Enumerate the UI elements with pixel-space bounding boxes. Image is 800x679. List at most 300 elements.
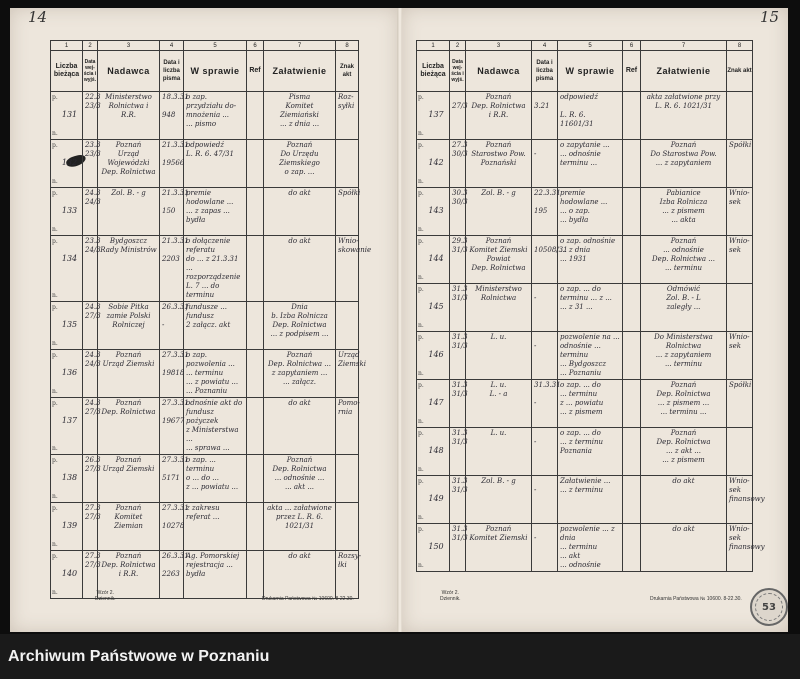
file-mark-cell bbox=[727, 428, 753, 476]
entry-number-text: 131 bbox=[61, 110, 78, 119]
letter-date-number-text: 26.3.31 - bbox=[162, 303, 189, 329]
entry-date-text: 31.3 31/3 bbox=[452, 525, 468, 542]
left-footer-form: Wzór 2. Dziennik. bbox=[95, 590, 116, 602]
resolution-text: do akt bbox=[288, 399, 311, 407]
subject-cell bbox=[184, 455, 247, 503]
resolution-text: Odmówić Zol. B. - L zaległy ... bbox=[666, 285, 701, 311]
entry-date-text: 31.3 31/3 bbox=[452, 429, 468, 446]
subject-cell bbox=[184, 140, 247, 188]
entry-date-text: 24.3 24/3 bbox=[85, 351, 101, 368]
letter-date-number-cell bbox=[532, 140, 558, 188]
row-label-p: p. bbox=[418, 430, 424, 437]
entry-date-text: 22.3 23/3 bbox=[85, 93, 101, 110]
subject-cell bbox=[558, 92, 623, 140]
row-label-p: p. bbox=[418, 142, 424, 149]
entry-date-text: 31.3 31/3 bbox=[452, 381, 468, 398]
entry-number-cell bbox=[51, 188, 83, 236]
column-number-row: 1 2 3 4 5 6 7 8 bbox=[417, 41, 753, 51]
sender-cell bbox=[466, 236, 532, 284]
sender-cell bbox=[98, 455, 160, 503]
resolution-text: Poznań Dep. Rolnictwa ... z zapytaniem ... ... załącz. bbox=[268, 351, 331, 386]
sender-text: L. u. bbox=[490, 429, 507, 437]
archive-stamp bbox=[750, 588, 788, 626]
subject-cell bbox=[558, 524, 623, 572]
subject-text: premie hodowlane ... ... o zap. ... bydła bbox=[560, 189, 608, 224]
subject-text: odpowiedź L. R. 6. 11601/31 bbox=[560, 93, 598, 128]
sender-cell bbox=[98, 302, 160, 350]
ref-cell bbox=[247, 503, 264, 551]
file-mark-text: Rozsy- łki bbox=[338, 552, 362, 569]
entry-date-text: 26.3 27/3 bbox=[85, 456, 101, 473]
header-znak-akt: Znak akt bbox=[336, 51, 359, 92]
file-mark-text: Wnio- sek bbox=[729, 237, 750, 254]
entry-number-cell bbox=[51, 140, 83, 188]
row-label-p: p. bbox=[52, 553, 58, 560]
resolution-cell bbox=[641, 188, 727, 236]
row-label-p: p. bbox=[52, 304, 58, 311]
resolution-cell bbox=[264, 188, 336, 236]
right-page-number: 15 bbox=[760, 8, 780, 26]
subject-text: o dołączenie referatu do ... z 21.3.31 ... rozporządzenie L. 7 ... do terminu bbox=[186, 237, 241, 299]
entry-number-text: 139 bbox=[61, 521, 78, 530]
file-mark-cell bbox=[727, 188, 753, 236]
letter-date-number-text: 21.3.31 150 bbox=[162, 189, 189, 215]
ref-cell bbox=[623, 428, 641, 476]
entry-number-text: 147 bbox=[428, 398, 444, 407]
entry-date-text: 29.3 31/3 bbox=[452, 237, 468, 254]
file-mark-text: Wnio- sek bbox=[729, 333, 750, 350]
entry-number-cell bbox=[51, 302, 83, 350]
sender-cell bbox=[466, 332, 532, 380]
resolution-cell bbox=[641, 428, 727, 476]
resolution-text: do akt bbox=[288, 237, 311, 245]
file-mark-text bbox=[727, 428, 752, 430]
row-label-n: n. bbox=[52, 130, 58, 137]
sender-cell bbox=[466, 524, 532, 572]
letter-date-number-cell bbox=[160, 398, 189, 455]
resolution-text: Poznań Do Starostwa Pow. ... z zapytaniem bbox=[650, 141, 717, 167]
row-label-n: n. bbox=[418, 466, 424, 473]
subject-text: pozwolenie ... z dnia ... terminu ... akt ... odnośnie bbox=[560, 525, 615, 569]
resolution-text: Pisma Komitet Ziemiański ... z dnia ... bbox=[279, 93, 320, 128]
letter-date-number-cell bbox=[532, 476, 558, 524]
sender-cell bbox=[466, 284, 532, 332]
file-mark-cell bbox=[336, 551, 362, 599]
header-w-sprawie: W sprawie bbox=[558, 51, 623, 92]
ref-cell bbox=[623, 188, 641, 236]
letter-date-number-cell bbox=[532, 284, 558, 332]
entry-number-cell bbox=[417, 236, 450, 284]
subject-cell bbox=[558, 380, 623, 428]
file-mark-cell bbox=[336, 398, 359, 455]
entry-number-cell bbox=[417, 524, 450, 572]
sender-cell bbox=[466, 140, 532, 188]
file-mark-cell bbox=[727, 236, 753, 284]
header-data-liczba: Data i liczba pisma bbox=[532, 51, 558, 92]
row-label-p: p. bbox=[418, 382, 424, 389]
ledger-row bbox=[417, 236, 753, 284]
file-mark-text: Roz- syłki bbox=[338, 93, 355, 110]
letter-date-number-cell bbox=[160, 350, 189, 398]
entry-number-cell bbox=[417, 140, 450, 188]
entry-number-text: 150 bbox=[428, 542, 444, 551]
ref-cell bbox=[623, 380, 641, 428]
resolution-cell bbox=[641, 236, 727, 284]
entry-date-cell bbox=[450, 140, 466, 188]
sender-text: Sobie Pitka zamie Polski Rolniczej bbox=[106, 303, 151, 329]
file-mark-text bbox=[336, 140, 358, 142]
resolution-cell bbox=[264, 551, 336, 599]
row-label-n: n. bbox=[418, 130, 424, 137]
file-mark-text: Spółki bbox=[338, 189, 361, 197]
entry-date-text: 27.3 30/3 bbox=[452, 141, 468, 158]
entry-number-text: 146 bbox=[428, 350, 444, 359]
subject-cell bbox=[184, 302, 247, 350]
entry-date-text: 31.3 31/3 bbox=[452, 477, 468, 494]
ref-cell bbox=[247, 455, 264, 503]
entry-date-text: 23.3 24/3 bbox=[85, 237, 101, 254]
right-ledger-table bbox=[416, 40, 765, 572]
letter-date-number-text: - bbox=[534, 486, 537, 494]
file-mark-cell bbox=[727, 380, 753, 428]
row-label-p: p. bbox=[418, 526, 424, 533]
file-mark-cell bbox=[727, 284, 753, 332]
sender-text: Zol. B. - g bbox=[111, 189, 146, 197]
letter-date-number-cell bbox=[532, 92, 558, 140]
sender-text: L. u. L. - a bbox=[489, 381, 508, 398]
letter-date-number-text: - bbox=[534, 438, 537, 446]
sender-text: Poznań Starostwo Pow. Poznański bbox=[471, 141, 526, 167]
file-mark-cell bbox=[336, 92, 359, 140]
entry-date-cell bbox=[83, 455, 101, 503]
entry-number-text: 140 bbox=[61, 569, 78, 578]
entry-number-text: 137 bbox=[428, 110, 444, 119]
ref-cell bbox=[247, 551, 264, 599]
header-data-liczba: Data i liczba pisma bbox=[160, 51, 184, 92]
sender-text: Poznań Urząd Ziemski bbox=[102, 456, 155, 473]
entry-number-text: 134 bbox=[61, 254, 78, 263]
column-number-row: 1 2 3 4 5 6 7 8 bbox=[51, 41, 359, 51]
ledger-row bbox=[417, 428, 753, 476]
file-mark-cell bbox=[727, 140, 753, 188]
letter-date-number-cell bbox=[160, 92, 189, 140]
file-mark-cell bbox=[727, 332, 753, 380]
ledger-row bbox=[51, 236, 359, 302]
resolution-cell bbox=[641, 332, 727, 380]
row-label-n: n. bbox=[418, 514, 424, 521]
entry-date-text: 27.3 27/3 bbox=[85, 552, 101, 569]
sender-cell bbox=[98, 188, 160, 236]
left-ledger-table bbox=[50, 40, 372, 599]
letter-date-number-cell bbox=[160, 503, 189, 551]
resolution-cell bbox=[641, 140, 727, 188]
row-label-p: p. bbox=[52, 94, 58, 101]
entry-date-cell bbox=[450, 188, 466, 236]
subject-text: pozwolenie na ... odnośnie ... terminu ... Bydgoszcz ... Poznaniu bbox=[560, 333, 620, 377]
entry-date-cell bbox=[83, 503, 101, 551]
row-label-n: n. bbox=[52, 493, 58, 500]
header-liczba: Liczba bieżąca bbox=[51, 51, 83, 92]
header-data-wejscia: Data wej-ścia i wyjś. bbox=[450, 51, 466, 92]
file-mark-cell bbox=[336, 140, 359, 188]
resolution-text: do akt bbox=[288, 189, 311, 197]
subject-text: Ag. Pomorskiej rejestracja ... bydła bbox=[186, 552, 240, 578]
sender-cell bbox=[98, 503, 160, 551]
entry-date-text: 31.3 31/3 bbox=[452, 285, 468, 302]
entry-number-cell bbox=[51, 455, 83, 503]
entry-date-text: 27.3 27/3 bbox=[85, 504, 101, 521]
ledger-row bbox=[417, 380, 753, 428]
file-mark-text bbox=[336, 455, 358, 457]
row-label-p: p. bbox=[52, 142, 58, 149]
resolution-text: do akt bbox=[672, 525, 695, 533]
ref-cell bbox=[247, 350, 264, 398]
letter-date-number-text: 3.21 bbox=[534, 102, 550, 110]
sender-cell bbox=[466, 476, 532, 524]
entry-number-cell bbox=[51, 503, 83, 551]
ledger-row bbox=[417, 92, 753, 140]
entry-date-cell bbox=[83, 188, 101, 236]
row-label-n: n. bbox=[52, 541, 58, 548]
row-label-n: n. bbox=[418, 322, 424, 329]
row-label-p: p. bbox=[52, 505, 58, 512]
resolution-text: Pabianice Izba Rolnicza ... z pismem ... akta bbox=[659, 189, 708, 224]
letter-date-number-cell bbox=[160, 551, 189, 599]
ref-cell bbox=[623, 140, 641, 188]
sender-text: Poznań Komitet Ziemski Powiat Dep. Rolnictwa bbox=[469, 237, 528, 272]
letter-date-number-text: 18.3.31 948 bbox=[162, 93, 189, 119]
entry-date-cell bbox=[83, 140, 101, 188]
letter-date-number-text: 27.3.31 5171 bbox=[162, 456, 189, 482]
entry-number-cell bbox=[51, 236, 83, 302]
subject-text: o zap. ... do ... terminu z ... powiatu ... z pismem bbox=[560, 381, 604, 416]
entry-date-text: 27/3 bbox=[452, 102, 468, 110]
entry-number-text: 133 bbox=[61, 206, 78, 215]
letter-date-number-text: 10508/31 bbox=[534, 246, 568, 254]
letter-date-number-cell bbox=[532, 524, 558, 572]
header-nadawca: Nadawca bbox=[98, 51, 160, 92]
row-label-p: p. bbox=[52, 238, 58, 245]
entry-date-cell bbox=[450, 428, 466, 476]
ledger-row bbox=[417, 284, 753, 332]
row-label-n: n. bbox=[52, 589, 58, 596]
subject-cell bbox=[558, 284, 623, 332]
header-liczba: Liczba bieżąca bbox=[417, 51, 450, 92]
row-label-n: n. bbox=[52, 226, 58, 233]
subject-cell bbox=[558, 236, 623, 284]
entry-number-cell bbox=[51, 92, 83, 140]
sender-text: Poznań Komitet Ziemski bbox=[469, 525, 528, 542]
sender-text: Poznań Komitet Ziemian bbox=[114, 504, 143, 530]
entry-date-cell bbox=[450, 92, 466, 140]
letter-date-number-text: 21.3.31 2203 bbox=[162, 237, 189, 263]
letter-date-number-cell bbox=[532, 380, 561, 428]
entry-date-cell bbox=[83, 302, 101, 350]
resolution-cell bbox=[264, 92, 336, 140]
subject-text: o zap. ... do terminu ... z ... ... z 31 ... bbox=[560, 285, 612, 311]
file-mark-cell bbox=[727, 476, 765, 524]
entry-date-cell bbox=[450, 476, 466, 524]
header-ref: Ref bbox=[623, 51, 641, 92]
ref-cell bbox=[623, 524, 641, 572]
ledger-row bbox=[417, 524, 753, 572]
row-label-n: n. bbox=[52, 178, 58, 185]
resolution-text: do akt bbox=[672, 477, 695, 485]
row-label-n: n. bbox=[52, 340, 58, 347]
entry-date-cell bbox=[450, 380, 466, 428]
letter-date-number-cell bbox=[160, 140, 189, 188]
entry-date-text: 24.3 24/3 bbox=[85, 189, 101, 206]
row-label-n: n. bbox=[418, 226, 424, 233]
ledger-row bbox=[417, 332, 753, 380]
entry-number-cell bbox=[417, 188, 450, 236]
ref-cell bbox=[623, 332, 641, 380]
subject-cell bbox=[558, 428, 623, 476]
header-w-sprawie: W sprawie bbox=[184, 51, 247, 92]
letter-date-number-cell bbox=[160, 188, 189, 236]
subject-cell bbox=[558, 188, 623, 236]
sender-text: Poznań Urząd Ziemski bbox=[102, 351, 155, 368]
sender-text: Poznań Dep. Rolnictwa i R.R. bbox=[101, 552, 156, 578]
ref-cell bbox=[247, 188, 264, 236]
right-footer-printer: Drukarnia Państwowa № 10600. 8-22.30. bbox=[650, 596, 742, 602]
header-zalatwienie: Załatwienie bbox=[641, 51, 727, 92]
resolution-cell bbox=[641, 284, 727, 332]
file-mark-cell bbox=[336, 503, 359, 551]
entry-number-text: 145 bbox=[428, 302, 444, 311]
entry-date-cell bbox=[83, 236, 101, 302]
subject-cell bbox=[184, 503, 247, 551]
entry-number-text: 132 bbox=[61, 158, 78, 167]
entry-date-text: 30.3 30/3 bbox=[452, 189, 468, 206]
file-mark-text: Wnio- sek bbox=[729, 189, 750, 206]
subject-text: fundusze ... fundusz 2 załącz. akt bbox=[186, 303, 231, 329]
row-label-n: n. bbox=[418, 370, 424, 377]
sender-text: Bydgoszcz Rady Ministrów bbox=[100, 237, 157, 254]
archive-label: Archiwum Państwowe w Poznaniu bbox=[8, 647, 270, 665]
sender-text: Poznań Dep. Rolnictwa bbox=[101, 399, 156, 416]
archive-caption-bar bbox=[0, 634, 800, 679]
subject-cell bbox=[184, 188, 247, 236]
entry-date-cell bbox=[83, 350, 101, 398]
letter-date-number-text: - bbox=[534, 150, 537, 158]
letter-date-number-cell bbox=[160, 236, 189, 302]
file-mark-text: Spółki bbox=[729, 141, 752, 149]
entry-number-cell bbox=[417, 380, 450, 428]
sender-cell bbox=[98, 236, 160, 302]
row-label-n: n. bbox=[52, 292, 58, 299]
ref-cell bbox=[247, 302, 264, 350]
entry-date-cell bbox=[450, 236, 466, 284]
file-mark-text: Wnio- sek finansowy bbox=[729, 525, 765, 551]
entry-number-text: 142 bbox=[428, 158, 444, 167]
ledger-row bbox=[417, 140, 753, 188]
subject-text: o zap. ... terminu o ... do ... z ... powiatu ... bbox=[186, 456, 239, 491]
entry-number-cell bbox=[417, 332, 450, 380]
entry-number-text: 136 bbox=[61, 368, 78, 377]
resolution-text: akta załatwione przy L. R. 6. 1021/31 bbox=[646, 93, 721, 110]
subject-text: o zap. przydziału do- mnożenia ... ... pismo bbox=[186, 93, 237, 128]
letter-date-number-text: - bbox=[534, 534, 537, 542]
entry-number-cell bbox=[51, 551, 83, 599]
header-row bbox=[51, 51, 359, 92]
letter-date-number-text: 27.3.31 10278 bbox=[162, 504, 189, 530]
subject-text: o zap. pozwolenia ... ... terminu ... z powiatu ... ... Poznaniu bbox=[186, 351, 239, 395]
ledger-row bbox=[51, 140, 359, 188]
letter-date-number-text: 31.3.31 - bbox=[534, 381, 561, 407]
row-label-p: p. bbox=[52, 190, 58, 197]
letter-date-number-text: 21.3.31 19566 bbox=[162, 141, 189, 167]
resolution-cell bbox=[641, 476, 727, 524]
subject-cell bbox=[558, 476, 623, 524]
entry-number-text: 138 bbox=[61, 473, 78, 482]
ledger-row bbox=[51, 188, 359, 236]
file-mark-text: Wnio- skowanie bbox=[338, 237, 372, 254]
ref-cell bbox=[623, 476, 641, 524]
sender-text: Poznań Dep. Rolnictwa i R.R. bbox=[471, 93, 526, 119]
row-label-p: p. bbox=[418, 286, 424, 293]
sender-cell bbox=[98, 140, 160, 188]
resolution-text: Dnia b. Izba Rolnicza Dep. Rolnictwa ... z podpisem ... bbox=[270, 303, 329, 338]
resolution-cell bbox=[641, 380, 727, 428]
ref-cell bbox=[247, 398, 264, 455]
sender-text: L. u. bbox=[490, 333, 507, 341]
right-footer-form: Wzór 2. Dziennik. bbox=[440, 590, 461, 602]
subject-text: o zap. odnośnie ... z dnia ... 1931 bbox=[560, 237, 616, 263]
ledger-row bbox=[417, 476, 753, 524]
header-nadawca: Nadawca bbox=[466, 51, 532, 92]
entry-date-cell bbox=[83, 92, 101, 140]
letter-date-number-text: 26.3.31 2263 bbox=[162, 552, 189, 578]
ledger-row bbox=[51, 92, 359, 140]
resolution-cell bbox=[641, 92, 727, 140]
resolution-cell bbox=[264, 350, 336, 398]
sender-cell bbox=[98, 398, 160, 455]
entry-date-cell bbox=[83, 398, 101, 455]
sender-cell bbox=[98, 92, 160, 140]
subject-cell bbox=[558, 140, 623, 188]
ledger-row bbox=[51, 503, 359, 551]
entry-date-cell bbox=[450, 284, 466, 332]
letter-date-number-cell bbox=[532, 236, 568, 284]
letter-date-number-text: - bbox=[534, 342, 537, 350]
sender-cell bbox=[466, 380, 532, 428]
subject-text: o zapytanie ... ... odnośnie terminu ... bbox=[560, 141, 610, 167]
row-label-p: p. bbox=[52, 400, 58, 407]
letter-date-number-cell bbox=[532, 332, 558, 380]
file-mark-text: Wnio- sek finansowy bbox=[729, 477, 765, 503]
file-mark-cell bbox=[336, 455, 359, 503]
sender-cell bbox=[98, 350, 160, 398]
entry-date-cell bbox=[450, 524, 466, 572]
resolution-cell bbox=[641, 524, 727, 572]
subject-text: o zap. ... do ... z terminu Poznania bbox=[560, 429, 604, 455]
resolution-text: Poznań Do Urzędu Ziemskiego o zap. ... bbox=[279, 141, 320, 176]
left-footer-printer: Drukarnia Państwowa № 10600. 8-22.30. bbox=[262, 596, 354, 602]
entry-date-text: 31.3 31/3 bbox=[452, 333, 468, 350]
subject-cell bbox=[184, 92, 247, 140]
header-znak-akt: Znak akt bbox=[727, 51, 753, 92]
left-page-number: 14 bbox=[28, 8, 48, 26]
resolution-text: Do Ministerstwa Rolnictwa ... z zapytaniem ... terminu bbox=[654, 333, 713, 368]
row-label-p: p. bbox=[52, 352, 58, 359]
file-mark-text bbox=[727, 284, 752, 286]
file-mark-cell bbox=[336, 302, 359, 350]
header-ref: Ref bbox=[247, 51, 264, 92]
sender-text: Zol. B. - g bbox=[481, 477, 516, 485]
ledger-row bbox=[51, 302, 359, 350]
row-label-p: p. bbox=[418, 94, 424, 101]
